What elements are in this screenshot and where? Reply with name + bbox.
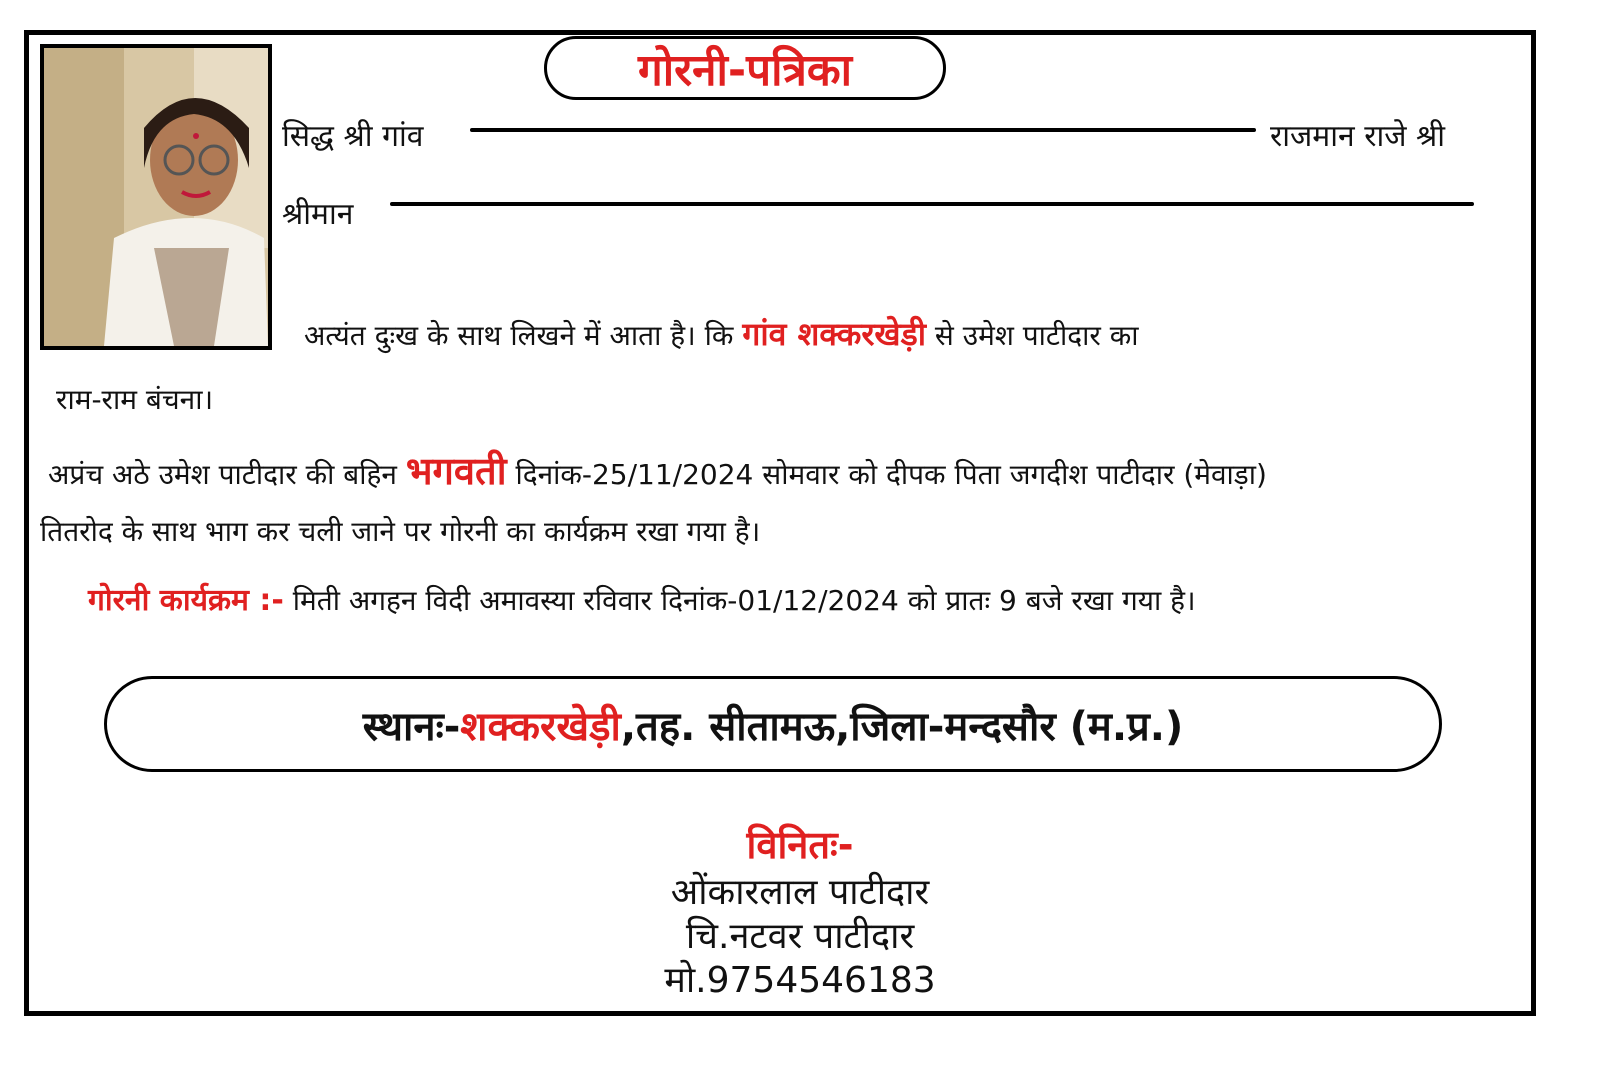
venue-label: स्थानः- bbox=[362, 703, 461, 750]
bride-name: भगवती bbox=[405, 449, 507, 493]
program-line bbox=[88, 578, 1196, 619]
paragraph-1 bbox=[304, 312, 1139, 355]
page-title: गोरनी-पत्रिका bbox=[637, 45, 853, 96]
title-banner bbox=[544, 36, 946, 100]
venue-village: शक्करखेड़ी bbox=[460, 703, 621, 750]
address-line1-blank bbox=[470, 128, 1256, 132]
paragraph-4: तितरोद के साथ भाग कर चली जाने पर गोरनी का कार्यक्रम रखा गया है। bbox=[40, 515, 761, 548]
venue-banner bbox=[104, 676, 1442, 772]
signature-heading: विनितः- bbox=[746, 823, 854, 867]
village-highlight: गांव शक्करखेड़ी bbox=[742, 315, 927, 353]
signature-phone: मो.9754546183 bbox=[664, 960, 936, 1001]
address-line2-label: श्रीमान bbox=[282, 197, 354, 232]
signature-name-1: ओंकारलाल पाटीदार bbox=[670, 872, 930, 913]
paragraph-1-end: से उमेश पाटीदार का bbox=[934, 319, 1139, 352]
paragraph-3 bbox=[48, 444, 1267, 496]
address-line1-right: राजमान राजे श्री bbox=[1270, 119, 1446, 154]
signature-name-2: चि.नटवर पाटीदार bbox=[685, 916, 915, 957]
portrait-photo bbox=[40, 44, 272, 350]
address-line2-blank bbox=[390, 202, 1474, 206]
paragraph-1-start: अत्यंत दुःख के साथ लिखने में आता है। कि bbox=[304, 319, 734, 352]
paragraph-3-end: दिनांक-25/11/2024 सोमवार को दीपक पिता जगदीश पाटीदार (मेवाड़ा) bbox=[515, 458, 1267, 491]
address-line1-label: सिद्ध श्री गांव bbox=[282, 119, 424, 154]
program-text: मिती अगहन विदी अमावस्या रविवार दिनांक-01/12/2024 को प्रातः 9 बजे रखा गया है। bbox=[292, 584, 1196, 617]
venue-rest: ,तह. सीतामऊ,जिला-मन्दसौर (म.प्र.) bbox=[620, 703, 1184, 750]
program-label: गोरनी कार्यक्रम :- bbox=[88, 583, 284, 618]
paragraph-2: राम-राम बंचना। bbox=[56, 383, 214, 416]
paragraph-3-start: अप्रंच अठे उमेश पाटीदार की बहिन bbox=[48, 458, 397, 491]
